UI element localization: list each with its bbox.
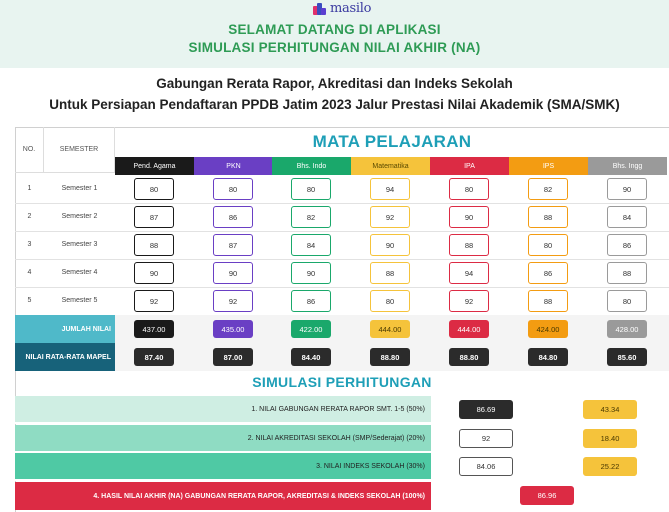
- row-divider: [15, 231, 669, 232]
- col-header-no: NO.: [15, 127, 44, 173]
- rerata-value: 85.60: [607, 348, 647, 366]
- jumlah-value: 435.00: [213, 320, 253, 338]
- score-input[interactable]: 84: [607, 206, 647, 228]
- subject-header-cell: IPA: [430, 157, 509, 175]
- score-input[interactable]: 90: [213, 262, 253, 284]
- page-title: Gabungan Rerata Rapor, Akreditasi dan Indeks Sekolah: [156, 76, 513, 91]
- row-divider: [15, 203, 669, 204]
- subject-header-cell: IPS: [509, 157, 588, 175]
- row-divider: [15, 259, 669, 260]
- score-input[interactable]: 86: [291, 290, 331, 312]
- rerata-value: 88.80: [370, 348, 410, 366]
- score-input[interactable]: 82: [528, 178, 568, 200]
- score-input[interactable]: 82: [291, 206, 331, 228]
- jumlah-value: 424.00: [528, 320, 568, 338]
- row-number: 5: [27, 297, 32, 304]
- section-title-subjects: MATA PELAJARAN: [312, 132, 472, 151]
- score-input[interactable]: 90: [449, 206, 489, 228]
- row-semester-label: Semester 2: [61, 213, 98, 220]
- score-input[interactable]: 92: [213, 290, 253, 312]
- score-input[interactable]: 80: [449, 178, 489, 200]
- score-input[interactable]: 92: [134, 290, 174, 312]
- subject-header-cell: Bhs. Indo: [272, 157, 351, 175]
- score-input[interactable]: 90: [291, 262, 331, 284]
- score-input[interactable]: 90: [607, 178, 647, 200]
- subject-header-cell: Bhs. Ingg: [588, 157, 667, 175]
- jumlah-value: 437.00: [134, 320, 174, 338]
- score-input[interactable]: 88: [370, 262, 410, 284]
- score-input[interactable]: 90: [134, 262, 174, 284]
- score-input[interactable]: 88: [134, 234, 174, 256]
- row-number: 1: [27, 185, 32, 192]
- row-number: 2: [27, 213, 32, 220]
- row-divider: [15, 287, 669, 288]
- welcome-title: SELAMAT DATANG DI APLIKASI: [228, 22, 441, 37]
- logo-icon: [313, 2, 327, 15]
- score-input[interactable]: 90: [370, 234, 410, 256]
- jumlah-value: 422.00: [291, 320, 331, 338]
- subject-header-cell: Pend. Agama: [115, 157, 194, 175]
- simulation-row-label: 1. NILAI GABUNGAN RERATA RAPOR SMT. 1-5 (50%): [15, 396, 431, 422]
- jumlah-value: 428.00: [607, 320, 647, 338]
- row-semester-label: Semester 1: [61, 185, 98, 192]
- score-input[interactable]: 80: [134, 178, 174, 200]
- rerata-value: 84.80: [528, 348, 568, 366]
- row-semester-label: Semester 4: [61, 269, 98, 276]
- score-input[interactable]: 92: [370, 206, 410, 228]
- row-semester-label: Semester 5: [61, 297, 98, 304]
- row-number: 3: [27, 241, 32, 248]
- score-input[interactable]: 80: [213, 178, 253, 200]
- simulation-row-label: 3. NILAI INDEKS SEKOLAH (30%): [15, 453, 431, 479]
- row-number: 4: [27, 269, 32, 276]
- simulation-weighted-value: 18.40: [583, 429, 637, 448]
- score-input[interactable]: 94: [370, 178, 410, 200]
- score-input[interactable]: 88: [528, 206, 568, 228]
- jumlah-value: 444.00: [370, 320, 410, 338]
- rerata-value: 88.80: [449, 348, 489, 366]
- score-input[interactable]: 86: [528, 262, 568, 284]
- simulation-title: SIMULASI PERHITUNGAN: [252, 374, 432, 390]
- logo-text: masilo: [330, 0, 372, 16]
- score-input[interactable]: 80: [291, 178, 331, 200]
- simulation-value[interactable]: 92: [459, 429, 513, 448]
- score-input[interactable]: 86: [213, 206, 253, 228]
- rerata-label: NILAI RATA-RATA MAPEL: [15, 343, 115, 371]
- score-input[interactable]: 88: [528, 290, 568, 312]
- score-input[interactable]: 80: [528, 234, 568, 256]
- rerata-value: 84.40: [291, 348, 331, 366]
- app-logo: [313, 0, 371, 16]
- subject-header-cell: Matematika: [351, 157, 430, 175]
- simulation-value[interactable]: 84.06: [459, 457, 513, 476]
- final-result-label: 4. HASIL NILAI AKHIR (NA) GABUNGAN RERATA RAPOR, AKREDITASI & INDEKS SEKOLAH (100%): [15, 482, 431, 510]
- col-header-semester: SEMESTER: [44, 127, 115, 173]
- simulation-value: 86.69: [459, 400, 513, 419]
- score-input[interactable]: 80: [370, 290, 410, 312]
- score-input[interactable]: 87: [213, 234, 253, 256]
- score-input[interactable]: 92: [449, 290, 489, 312]
- jumlah-value: 444.00: [449, 320, 489, 338]
- jumlah-label: JUMLAH NILAI: [15, 315, 115, 343]
- score-input[interactable]: 80: [607, 290, 647, 312]
- app-header: [0, 0, 669, 68]
- row-semester-label: Semester 3: [61, 241, 98, 248]
- simulation-row-label: 2. NILAI AKREDITASI SEKOLAH (SMP/Sederajat) (20%): [15, 425, 431, 451]
- simulation-weighted-value: 25.22: [583, 457, 637, 476]
- page-subtitle: Untuk Persiapan Pendaftaran PPDB Jatim 2023 Jalur Prestasi Nilai Akademik (SMA/SMK): [49, 97, 620, 112]
- score-input[interactable]: 84: [291, 234, 331, 256]
- score-input[interactable]: 86: [607, 234, 647, 256]
- rerata-value: 87.00: [213, 348, 253, 366]
- score-input[interactable]: 88: [449, 234, 489, 256]
- subject-header-cell: PKN: [194, 157, 273, 175]
- rerata-value: 87.40: [134, 348, 174, 366]
- score-input[interactable]: 94: [449, 262, 489, 284]
- app-title: SIMULASI PERHITUNGAN NILAI AKHIR (NA): [188, 40, 481, 55]
- final-result-value: 86.96: [520, 486, 574, 505]
- score-input[interactable]: 87: [134, 206, 174, 228]
- score-input[interactable]: 88: [607, 262, 647, 284]
- simulation-weighted-value: 43.34: [583, 400, 637, 419]
